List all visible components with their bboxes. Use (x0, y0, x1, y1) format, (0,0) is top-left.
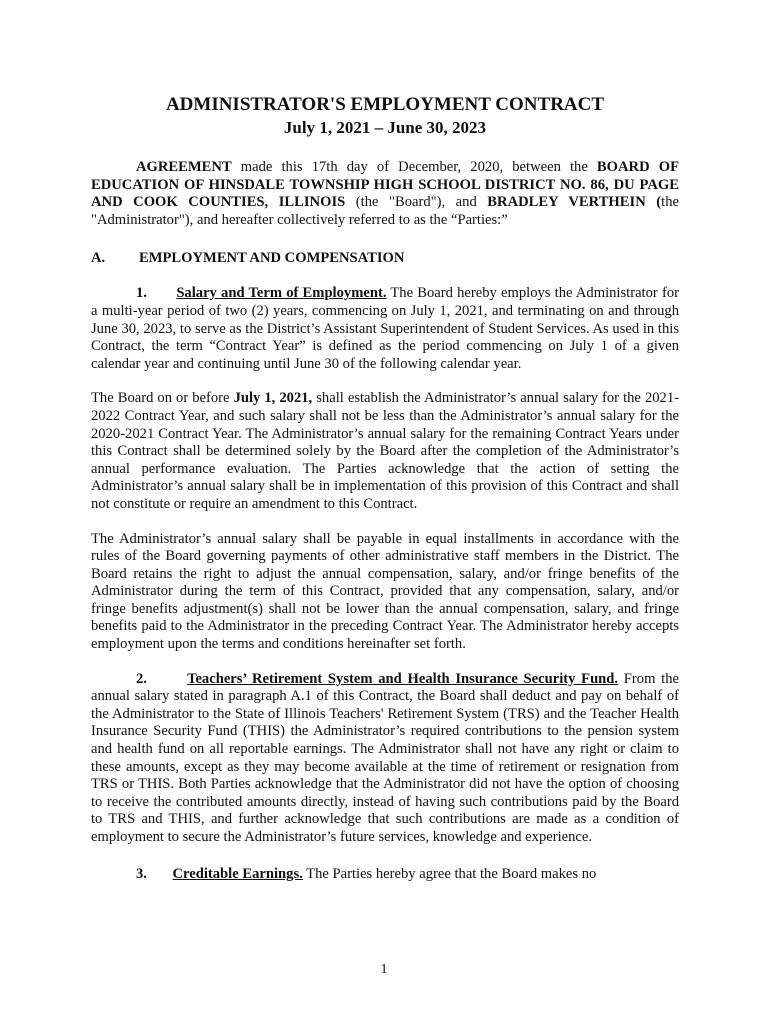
agreement-admin-name: BRADLEY VERTHEIN ( (487, 194, 662, 211)
paragraph-3-number: 3. (136, 865, 147, 882)
section-a-heading (91, 249, 679, 267)
document-body (91, 93, 679, 883)
paragraph-2 (91, 671, 679, 847)
section-a-letter: A. (91, 250, 106, 267)
paragraph-1-number: 1. (136, 285, 147, 302)
agreement-text-2: (the "Board"), and (345, 194, 488, 211)
spacer (91, 847, 679, 866)
paragraph-2-text: From the annual salary stated in paragraph A.1 of this Contract, the Board shall deduct and pay on behalf of the Administrator to the State of Illinois Teachers' Retirement System (TRS) and the Teacher Health Insurance Security Fund (THIS) the Administrator’s required contributions to the pension system and health fund on all reportable earnings. The Administrator shall not have any right or claim to these amounts, except as they may become available at the time of retirement or resignation from TRS or THIS. Both Parties acknowledge that the Administrator did not have the option of choosing to receive the contributed amounts directly, instead of having such contributions paid by the Board to TRS and THIS, and further acknowledge that such contributions are made as a condition of employment to secure the Administrator’s future services, knowledge and experience. (91, 670, 679, 845)
paragraph-3-text: The Parties hereby agree that the Board makes no (302, 865, 597, 882)
agreement-text-1: made this 17th day of December, 2020, between the (231, 159, 597, 175)
document-subtitle: July 1, 2021 – June 30, 2023 (283, 118, 487, 137)
paragraph-1c: The Administrator’s annual salary shall be payable in equal installments in accordance with the rules of the Board governing payments of other administrative staff members in the District. The Board retains the right to adjust the annual compensation, salary, and/or fringe benefits of the Administrator during the term of this Contract, provided that any compensation, salary, and/or fringe benefits adjustment(s) shall not be lower than the annual compensation, salary, and fringe benefits paid to the Administrator in the preceding Contract Year. The Administrator hereby accepts employment upon the terms and conditions hereinafter set forth. (91, 530, 679, 653)
paragraph-1b (91, 390, 679, 513)
spacer (91, 514, 679, 531)
agreement-text-3: the "Administrator"), and hereafter collectively referred to as the “Parties:” (91, 194, 679, 228)
paragraph-1b-text-1: The Board on or before (91, 390, 234, 407)
paragraph-2-heading: Teachers’ Retirement System and Health Insurance Security Fund. (187, 670, 619, 687)
agreement-board-name: BOARD OF EDUCATION OF HINSDALE TOWNSHIP HIGH SCHOOL DISTRICT NO. 86, DU PAGE AND COOK COUNTIES, ILLINOIS (91, 159, 679, 211)
paragraph-2-number: 2. (136, 670, 147, 687)
page-number: 1 (380, 962, 388, 977)
paragraph-3 (91, 866, 679, 884)
paragraph-1 (91, 285, 679, 373)
section-a-title: EMPLOYMENT AND COMPENSATION (139, 250, 405, 267)
agreement-paragraph (91, 159, 679, 229)
paragraph-3-heading: Creditable Earnings. (172, 865, 303, 882)
paragraph-1-heading: Salary and Term of Employment. (176, 285, 387, 302)
document-title: ADMINISTRATOR'S EMPLOYMENT CONTRACT (165, 94, 605, 115)
paragraph-1-text: The Board hereby employs the Administrator for a multi-year period of two (2) years, commencing on July 1, 2021, and terminating on and through June 30, 2023, to serve as the District’s Assistant Superintendent of Student Services. As used in this Contract, the term “Contract Year” is defined as the period commencing on July 1 of a given calendar year and continuing until June 30 of the following calendar year. (91, 285, 679, 372)
spacer (91, 373, 679, 390)
paragraph-1b-date: July 1, 2021, (233, 390, 313, 407)
spacer (91, 654, 679, 671)
agreement-lead: AGREEMENT (136, 159, 232, 175)
paragraph-1b-text-2: shall establish the Administrator’s annual salary for the 2021-2022 Contract Year, and such salary shall not be less than the Administrator’s annual salary for the 2020-2021 Contract Year. The Administrator’s annual salary for the remaining Contract Years under this Contract shall be determined solely by the Board after the completion of the Administrator’s annual performance evaluation. The Parties acknowledge that the action of setting the Administrator’s annual salary shall be in implementation of this provision of this Contract and shall not constitute or require an amendment to this Contract. (91, 390, 679, 512)
